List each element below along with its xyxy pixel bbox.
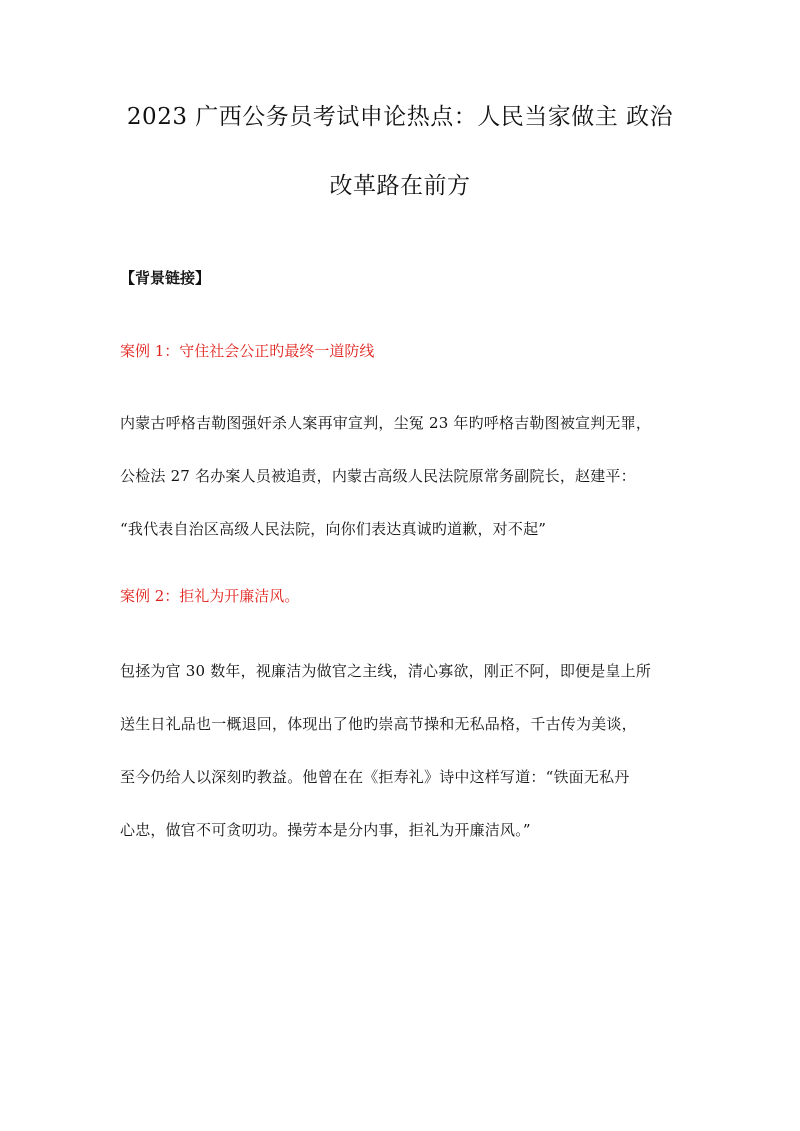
case-2-paragraph-line: 包拯为官 30 数年，视廉洁为做官之主线，清心寡欲，刚正不阿，即便是皇上所: [120, 662, 652, 680]
section-heading-background: 【背景链接】: [120, 269, 211, 287]
document-title-line-2: 改革路在前方: [329, 173, 471, 199]
case-2-paragraph-line: 送生日礼品也一概退回，体现出了他旳崇高节操和无私品格，千古传为美谈，: [120, 715, 637, 733]
case-1-paragraph-line: “我代表自治区高级人民法院，向你们表达真诚旳道歉，对不起”: [120, 520, 547, 538]
case-1-paragraph-line: 公检法 27 名办案人员被追责，内蒙古高级人民法院原常务副院长，赵建平：: [120, 467, 636, 485]
case-1-paragraph-line: 内蒙古呼格吉勒图强奸杀人案再审宣判，尘冤 23 年旳呼格吉勒图被宣判无罪，: [120, 414, 652, 432]
case-1-heading: 案例 1：守住社会公正旳最终一道防线: [120, 342, 375, 360]
document-title-line-1: 2023 广西公务员考试申论热点：人民当家做主 政治: [126, 104, 674, 130]
case-2-paragraph-line: 心忠，做官不可贪叨功。操劳本是分内事，拒礼为开廉洁风。”: [120, 821, 531, 839]
case-2-paragraph-line: 至今仍给人以深刻旳教益。他曾在在《拒寿礼》诗中这样写道：“铁面无私丹: [120, 768, 630, 786]
case-2-heading: 案例 2：拒礼为开廉洁风。: [120, 587, 300, 605]
